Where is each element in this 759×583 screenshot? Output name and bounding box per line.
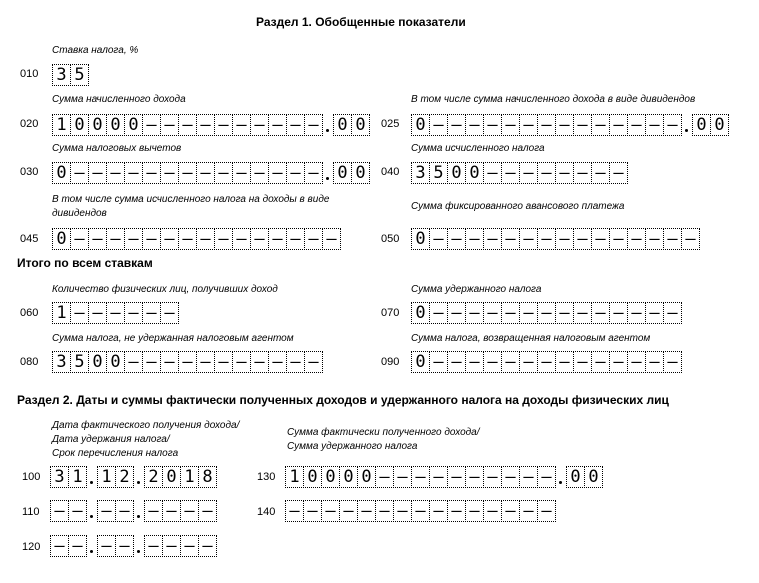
digit-cell[interactable]: – <box>286 228 305 250</box>
digit-cell[interactable]: – <box>447 466 466 488</box>
digit-cell[interactable]: – <box>519 466 538 488</box>
digit-cell[interactable]: – <box>70 228 89 250</box>
digit-cell[interactable]: – <box>70 302 89 324</box>
amounts-label-line2: Сумма удержанного налога <box>287 441 418 452</box>
digit-cell[interactable]: 0 <box>447 162 466 184</box>
digit-cell[interactable]: 0 <box>333 114 352 136</box>
digit-cell[interactable]: – <box>124 351 143 373</box>
digit-cell[interactable]: – <box>196 114 215 136</box>
digit-cell[interactable]: 5 <box>70 64 89 86</box>
digit-cell[interactable]: – <box>88 302 107 324</box>
totals-title: Итого по всем ставкам <box>17 256 153 270</box>
digit-cell[interactable]: – <box>483 162 502 184</box>
digit-cell[interactable]: 0 <box>351 114 370 136</box>
digit-cell[interactable]: 0 <box>411 228 430 250</box>
digit-cell[interactable]: – <box>88 228 107 250</box>
digit-cell[interactable]: – <box>303 500 322 522</box>
digit-cell[interactable]: – <box>375 466 394 488</box>
digit-cell[interactable]: – <box>180 500 199 522</box>
digit-cell[interactable]: – <box>483 500 502 522</box>
digit-cell[interactable]: – <box>429 228 448 250</box>
digit-cell[interactable]: 1 <box>180 466 199 488</box>
digit-cell[interactable]: – <box>97 535 116 557</box>
digit-cell[interactable]: – <box>465 500 484 522</box>
digit-cell[interactable]: – <box>160 302 179 324</box>
digit-cell[interactable]: – <box>286 351 305 373</box>
digit-cell[interactable]: – <box>501 466 520 488</box>
digit-cell[interactable]: 0 <box>124 114 143 136</box>
digit-cell[interactable]: – <box>304 162 323 184</box>
digit-cell[interactable]: – <box>519 162 538 184</box>
field-130-code: 130 <box>257 471 276 483</box>
digit-cell[interactable]: – <box>357 500 376 522</box>
digit-cell[interactable]: 1 <box>52 114 71 136</box>
field-030-code: 030 <box>20 166 39 178</box>
digit-cell[interactable]: 0 <box>333 162 352 184</box>
digit-cell[interactable]: – <box>97 500 116 522</box>
dates-label-line2: Дата удержания налога/ <box>52 434 170 445</box>
digit-cell[interactable]: – <box>483 302 502 324</box>
digit-cell[interactable]: – <box>268 228 287 250</box>
digit-cell[interactable]: – <box>106 162 125 184</box>
digit-cell[interactable]: – <box>304 351 323 373</box>
field-120-code: 120 <box>22 541 41 553</box>
digit-cell[interactable]: – <box>250 114 269 136</box>
field-090-cells[interactable] <box>411 351 681 373</box>
digit-cell[interactable]: – <box>501 228 520 250</box>
digit-cell[interactable]: – <box>519 114 538 136</box>
decimal-separator <box>681 114 692 136</box>
field-020-code: 020 <box>20 118 39 130</box>
field-045-code: 045 <box>20 233 39 245</box>
decimal-separator <box>555 466 566 488</box>
digit-cell[interactable]: – <box>519 351 538 373</box>
digit-cell[interactable]: – <box>322 228 341 250</box>
digit-cell[interactable]: – <box>304 114 323 136</box>
field-050-code: 050 <box>381 233 400 245</box>
digit-cell[interactable]: 0 <box>88 351 107 373</box>
digit-cell[interactable]: – <box>70 162 89 184</box>
digit-cell[interactable]: – <box>68 535 87 557</box>
digit-cell[interactable]: – <box>537 162 556 184</box>
digit-cell[interactable]: – <box>50 500 69 522</box>
digit-cell[interactable]: 0 <box>52 228 71 250</box>
digit-cell[interactable]: – <box>268 162 287 184</box>
digit-cell[interactable]: – <box>50 535 69 557</box>
digit-cell[interactable]: – <box>411 500 430 522</box>
field-030-label: Сумма налоговых вычетов <box>52 143 182 154</box>
digit-cell[interactable]: – <box>286 162 305 184</box>
digit-cell[interactable]: – <box>232 114 251 136</box>
digit-cell[interactable]: – <box>591 114 610 136</box>
digit-cell[interactable]: – <box>232 351 251 373</box>
digit-cell[interactable]: 1 <box>52 302 71 324</box>
digit-cell[interactable]: – <box>144 500 163 522</box>
digit-cell[interactable]: – <box>465 114 484 136</box>
digit-cell[interactable]: – <box>501 114 520 136</box>
field-010-code: 010 <box>20 68 39 80</box>
digit-cell[interactable]: – <box>178 228 197 250</box>
digit-cell[interactable]: 0 <box>339 466 358 488</box>
digit-cell[interactable]: – <box>555 351 574 373</box>
field-025-code: 025 <box>381 118 400 130</box>
decimal-separator <box>133 535 144 557</box>
digit-cell[interactable]: – <box>124 162 143 184</box>
field-100-cells[interactable] <box>50 466 216 488</box>
digit-cell[interactable]: – <box>537 500 556 522</box>
digit-cell[interactable]: – <box>214 228 233 250</box>
digit-cell[interactable]: – <box>160 162 179 184</box>
digit-cell[interactable]: 0 <box>106 114 125 136</box>
digit-cell[interactable]: – <box>142 162 161 184</box>
digit-cell[interactable]: – <box>501 500 520 522</box>
digit-cell[interactable]: – <box>393 466 412 488</box>
digit-cell[interactable]: 0 <box>411 351 430 373</box>
digit-cell[interactable]: – <box>447 302 466 324</box>
field-070-cells[interactable] <box>411 302 681 324</box>
digit-cell[interactable]: – <box>180 535 199 557</box>
field-020-label: Сумма начисленного дохода <box>52 94 186 105</box>
field-100-code: 100 <box>22 471 41 483</box>
digit-cell[interactable]: 0 <box>106 351 125 373</box>
digit-cell[interactable]: 0 <box>584 466 603 488</box>
digit-cell[interactable]: 2 <box>115 466 134 488</box>
digit-cell[interactable]: – <box>483 114 502 136</box>
digit-cell[interactable]: 0 <box>321 466 340 488</box>
field-040-cells[interactable] <box>411 162 627 184</box>
digit-cell[interactable]: – <box>645 302 664 324</box>
digit-cell[interactable]: – <box>609 302 628 324</box>
field-060-label: Количество физических лиц, получивших доход <box>52 284 278 295</box>
digit-cell[interactable]: 1 <box>97 466 116 488</box>
field-050-cells[interactable] <box>411 228 699 250</box>
digit-cell[interactable]: – <box>537 351 556 373</box>
digit-cell[interactable]: – <box>645 114 664 136</box>
field-090-code: 090 <box>381 356 400 368</box>
digit-cell[interactable]: – <box>609 351 628 373</box>
digit-cell[interactable]: – <box>537 302 556 324</box>
field-070-code: 070 <box>381 307 400 319</box>
digit-cell[interactable]: – <box>447 500 466 522</box>
digit-cell[interactable]: – <box>196 162 215 184</box>
digit-cell[interactable]: – <box>429 302 448 324</box>
digit-cell[interactable]: 0 <box>52 162 71 184</box>
digit-cell[interactable]: – <box>573 302 592 324</box>
digit-cell[interactable]: 5 <box>429 162 448 184</box>
digit-cell[interactable]: – <box>627 114 646 136</box>
digit-cell[interactable]: – <box>268 114 287 136</box>
digit-cell[interactable]: 1 <box>68 466 87 488</box>
digit-cell[interactable]: – <box>609 114 628 136</box>
section2-title: Раздел 2. Даты и суммы фактически полученных доходов и удержанного налога на доходы физических лиц <box>17 393 669 407</box>
field-120-cells[interactable] <box>50 535 216 557</box>
digit-cell[interactable]: 0 <box>411 114 430 136</box>
field-080-label: Сумма налога, не удержанная налоговым агентом <box>52 333 294 344</box>
digit-cell[interactable]: 2 <box>144 466 163 488</box>
digit-cell[interactable]: 0 <box>162 466 181 488</box>
digit-cell[interactable]: 5 <box>70 351 89 373</box>
digit-cell[interactable]: – <box>681 228 700 250</box>
decimal-separator <box>86 535 97 557</box>
digit-cell[interactable]: – <box>196 228 215 250</box>
digit-cell[interactable]: – <box>555 228 574 250</box>
decimal-separator <box>322 162 333 184</box>
dates-label-line1: Дата фактического получения дохода/ <box>52 420 240 431</box>
digit-cell[interactable]: – <box>198 500 217 522</box>
digit-cell[interactable]: – <box>627 302 646 324</box>
dates-label-line3: Срок перечисления налога <box>52 448 179 459</box>
field-090-label: Сумма налога, возвращенная налоговым агентом <box>411 333 651 344</box>
digit-cell[interactable]: – <box>232 228 251 250</box>
digit-cell[interactable]: – <box>627 228 646 250</box>
field-040-code: 040 <box>381 166 400 178</box>
digit-cell[interactable]: – <box>591 302 610 324</box>
digit-cell[interactable]: – <box>115 500 134 522</box>
digit-cell[interactable]: – <box>393 500 412 522</box>
digit-cell[interactable]: – <box>250 228 269 250</box>
field-050-label: Сумма фиксированного авансового платежа <box>411 201 625 212</box>
field-060-code: 060 <box>20 307 39 319</box>
digit-cell[interactable]: – <box>483 228 502 250</box>
field-030-cells[interactable] <box>52 162 369 184</box>
digit-cell[interactable]: – <box>285 500 304 522</box>
digit-cell[interactable]: – <box>160 351 179 373</box>
digit-cell[interactable]: 0 <box>351 162 370 184</box>
digit-cell[interactable]: – <box>144 535 163 557</box>
digit-cell[interactable]: – <box>115 535 134 557</box>
digit-cell[interactable]: – <box>465 302 484 324</box>
field-045-label-line2: дивидендов <box>52 208 107 219</box>
digit-cell[interactable]: – <box>339 500 358 522</box>
digit-cell[interactable]: – <box>124 228 143 250</box>
digit-cell[interactable]: – <box>429 351 448 373</box>
field-010-cells[interactable] <box>52 64 88 86</box>
digit-cell[interactable]: – <box>68 500 87 522</box>
digit-cell[interactable]: – <box>429 466 448 488</box>
digit-cell[interactable]: 0 <box>70 114 89 136</box>
digit-cell[interactable]: 0 <box>303 466 322 488</box>
field-040-label: Сумма исчисленного налога <box>411 143 545 154</box>
digit-cell[interactable]: – <box>142 302 161 324</box>
field-110-cells[interactable] <box>50 500 216 522</box>
decimal-separator <box>133 466 144 488</box>
digit-cell[interactable]: – <box>537 228 556 250</box>
decimal-separator <box>133 500 144 522</box>
digit-cell[interactable]: – <box>214 162 233 184</box>
digit-cell[interactable]: – <box>250 162 269 184</box>
digit-cell[interactable]: 1 <box>285 466 304 488</box>
digit-cell[interactable]: – <box>286 114 305 136</box>
digit-cell[interactable]: – <box>106 302 125 324</box>
digit-cell[interactable]: 0 <box>710 114 729 136</box>
digit-cell[interactable]: – <box>232 162 251 184</box>
digit-cell[interactable]: – <box>106 228 125 250</box>
digit-cell[interactable]: – <box>627 351 646 373</box>
field-070-label: Сумма удержанного налога <box>411 284 542 295</box>
digit-cell[interactable]: – <box>591 351 610 373</box>
digit-cell[interactable]: – <box>447 114 466 136</box>
digit-cell[interactable]: – <box>555 162 574 184</box>
digit-cell[interactable]: – <box>375 500 394 522</box>
digit-cell[interactable]: – <box>178 114 197 136</box>
amounts-label-line1: Сумма фактически полученного дохода/ <box>287 427 480 438</box>
digit-cell[interactable]: – <box>196 351 215 373</box>
digit-cell[interactable]: – <box>483 466 502 488</box>
field-010-label: Ставка налога, % <box>52 45 139 56</box>
digit-cell[interactable]: – <box>501 351 520 373</box>
digit-cell[interactable]: – <box>663 228 682 250</box>
digit-cell[interactable]: – <box>555 302 574 324</box>
digit-cell[interactable]: 3 <box>52 351 71 373</box>
digit-cell[interactable]: – <box>160 114 179 136</box>
field-140-cells[interactable] <box>285 500 555 522</box>
digit-cell[interactable]: 0 <box>357 466 376 488</box>
digit-cell[interactable]: – <box>591 228 610 250</box>
digit-cell[interactable]: – <box>663 351 682 373</box>
digit-cell[interactable]: – <box>591 162 610 184</box>
digit-cell[interactable]: – <box>609 162 628 184</box>
digit-cell[interactable]: – <box>198 535 217 557</box>
digit-cell[interactable]: – <box>663 114 682 136</box>
digit-cell[interactable]: – <box>142 351 161 373</box>
digit-cell[interactable]: – <box>537 466 556 488</box>
field-025-cells[interactable] <box>411 114 728 136</box>
digit-cell[interactable]: – <box>178 351 197 373</box>
digit-cell[interactable]: – <box>645 351 664 373</box>
digit-cell[interactable]: – <box>447 228 466 250</box>
digit-cell[interactable]: – <box>483 351 502 373</box>
decimal-separator <box>322 114 333 136</box>
field-045-cells[interactable] <box>52 228 340 250</box>
digit-cell[interactable]: – <box>88 162 107 184</box>
digit-cell[interactable]: – <box>321 500 340 522</box>
field-140-code: 140 <box>257 506 276 518</box>
field-060-cells[interactable] <box>52 302 178 324</box>
field-130-cells[interactable] <box>285 466 602 488</box>
digit-cell[interactable]: – <box>429 114 448 136</box>
digit-cell[interactable]: – <box>142 228 161 250</box>
digit-cell[interactable]: – <box>501 162 520 184</box>
digit-cell[interactable]: – <box>160 228 179 250</box>
digit-cell[interactable]: – <box>214 114 233 136</box>
digit-cell[interactable]: – <box>465 466 484 488</box>
field-045-label-line1: В том числе сумма исчисленного налога на доходы в виде <box>52 194 330 205</box>
digit-cell[interactable]: – <box>162 535 181 557</box>
digit-cell[interactable]: 0 <box>88 114 107 136</box>
digit-cell[interactable]: – <box>304 228 323 250</box>
digit-cell[interactable]: – <box>162 500 181 522</box>
digit-cell[interactable]: – <box>447 351 466 373</box>
digit-cell[interactable]: – <box>214 351 233 373</box>
digit-cell[interactable]: – <box>663 302 682 324</box>
digit-cell[interactable]: – <box>573 351 592 373</box>
digit-cell[interactable]: – <box>142 114 161 136</box>
digit-cell[interactable]: – <box>268 351 287 373</box>
section1-title: Раздел 1. Обобщенные показатели <box>256 15 466 29</box>
digit-cell[interactable]: – <box>501 302 520 324</box>
decimal-separator <box>86 466 97 488</box>
digit-cell[interactable]: – <box>537 114 556 136</box>
digit-cell[interactable]: – <box>178 162 197 184</box>
digit-cell[interactable]: – <box>429 500 448 522</box>
digit-cell[interactable]: – <box>573 162 592 184</box>
digit-cell[interactable]: 0 <box>566 466 585 488</box>
digit-cell[interactable]: – <box>411 466 430 488</box>
field-025-label: В том числе сумма начисленного дохода в виде дивидендов <box>411 94 696 105</box>
digit-cell[interactable]: – <box>250 351 269 373</box>
field-080-cells[interactable] <box>52 351 322 373</box>
digit-cell[interactable]: – <box>555 114 574 136</box>
digit-cell[interactable]: – <box>519 500 538 522</box>
digit-cell[interactable]: 0 <box>411 302 430 324</box>
field-110-code: 110 <box>22 506 40 518</box>
digit-cell[interactable]: 8 <box>198 466 217 488</box>
decimal-separator <box>86 500 97 522</box>
digit-cell[interactable]: – <box>124 302 143 324</box>
digit-cell[interactable]: – <box>573 114 592 136</box>
field-080-code: 080 <box>20 356 39 368</box>
digit-cell[interactable]: – <box>519 302 538 324</box>
digit-cell[interactable]: – <box>519 228 538 250</box>
digit-cell[interactable]: 0 <box>465 162 484 184</box>
digit-cell[interactable]: 3 <box>52 64 71 86</box>
digit-cell[interactable]: 3 <box>50 466 69 488</box>
digit-cell[interactable]: – <box>609 228 628 250</box>
field-020-cells[interactable] <box>52 114 369 136</box>
digit-cell[interactable]: 3 <box>411 162 430 184</box>
digit-cell[interactable]: 0 <box>692 114 711 136</box>
digit-cell[interactable]: – <box>573 228 592 250</box>
digit-cell[interactable]: – <box>465 351 484 373</box>
digit-cell[interactable]: – <box>645 228 664 250</box>
digit-cell[interactable]: – <box>465 228 484 250</box>
